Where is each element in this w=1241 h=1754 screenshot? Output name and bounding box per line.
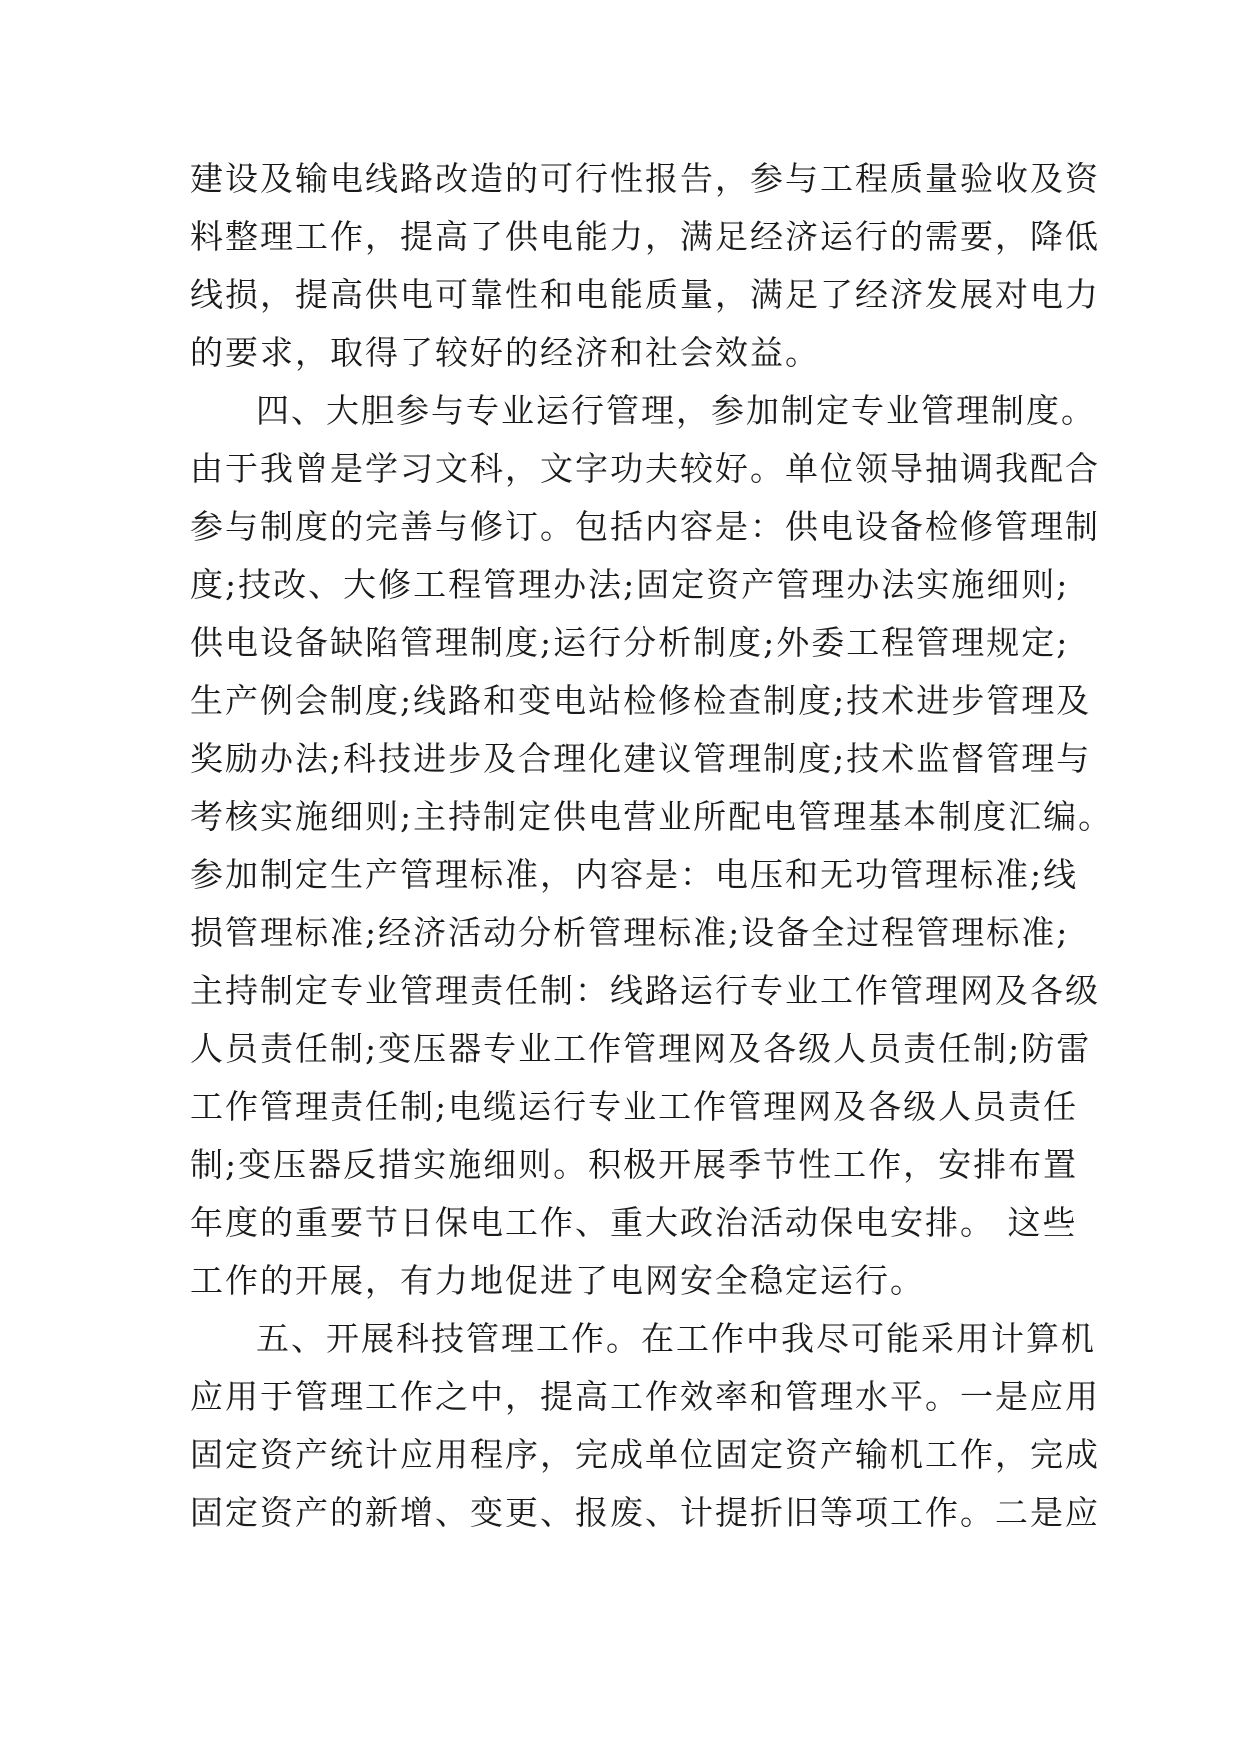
text-line: 生产例会制度;线路和变电站检修检查制度;技术进步管理及	[190, 681, 1092, 720]
text-line: 料整理工作，提高了供电能力，满足经济运行的需要，降低	[190, 217, 1100, 256]
text-line: 建设及输电线路改造的可行性报告，参与工程质量验收及资	[190, 159, 1100, 198]
paragraph-first-line: 四、大胆参与专业运行管理，参加制定专业管理制度。	[256, 391, 1096, 430]
text-line: 损管理标准;经济活动分析管理标准;设备全过程管理标准;	[190, 913, 1070, 952]
text-line: 供电设备缺陷管理制度;运行分析制度;外委工程管理规定;	[190, 623, 1070, 662]
text-line: 线损，提高供电可靠性和电能质量，满足了经济发展对电力	[190, 275, 1100, 314]
text-line: 考核实施细则;主持制定供电营业所配电管理基本制度汇编。	[190, 797, 1114, 836]
text-line: 工作的开展，有力地促进了电网安全稳定运行。	[190, 1261, 925, 1300]
text-line: 工作管理责任制;电缆运行专业工作管理网及各级人员责任	[190, 1087, 1079, 1126]
text-line: 度;技改、大修工程管理办法;固定资产管理办法实施细则;	[190, 565, 1070, 604]
text-line: 参与制度的完善与修订。包括内容是：供电设备检修管理制	[190, 507, 1100, 546]
text-line: 应用于管理工作之中，提高工作效率和管理水平。一是应用	[190, 1377, 1100, 1416]
paragraph-first-line: 五、开展科技管理工作。在工作中我尽可能采用计算机	[256, 1319, 1096, 1358]
text-line: 参加制定生产管理标准，内容是：电压和无功管理标准;线	[190, 855, 1079, 894]
text-line: 由于我曾是学习文科，文字功夫较好。单位领导抽调我配合	[190, 449, 1100, 488]
body-text	[190, 150, 1114, 1542]
text-line: 的要求，取得了较好的经济和社会效益。	[190, 333, 820, 372]
text-line: 年度的重要节日保电工作、重大政治活动保电安排。 这些	[190, 1203, 1078, 1242]
text-line: 主持制定专业管理责任制：线路运行专业工作管理网及各级	[190, 971, 1100, 1010]
text-line: 固定资产的新增、变更、报废、计提折旧等项工作。二是应	[190, 1493, 1100, 1532]
text-line: 固定资产统计应用程序，完成单位固定资产输机工作，完成	[190, 1435, 1100, 1474]
text-line: 人员责任制;变压器专业工作管理网及各级人员责任制;防雷	[190, 1029, 1092, 1068]
text-line: 奖励办法;科技进步及合理化建议管理制度;技术监督管理与	[190, 739, 1092, 778]
text-line: 制;变压器反措实施细则。积极开展季节性工作，安排布置	[190, 1145, 1079, 1184]
